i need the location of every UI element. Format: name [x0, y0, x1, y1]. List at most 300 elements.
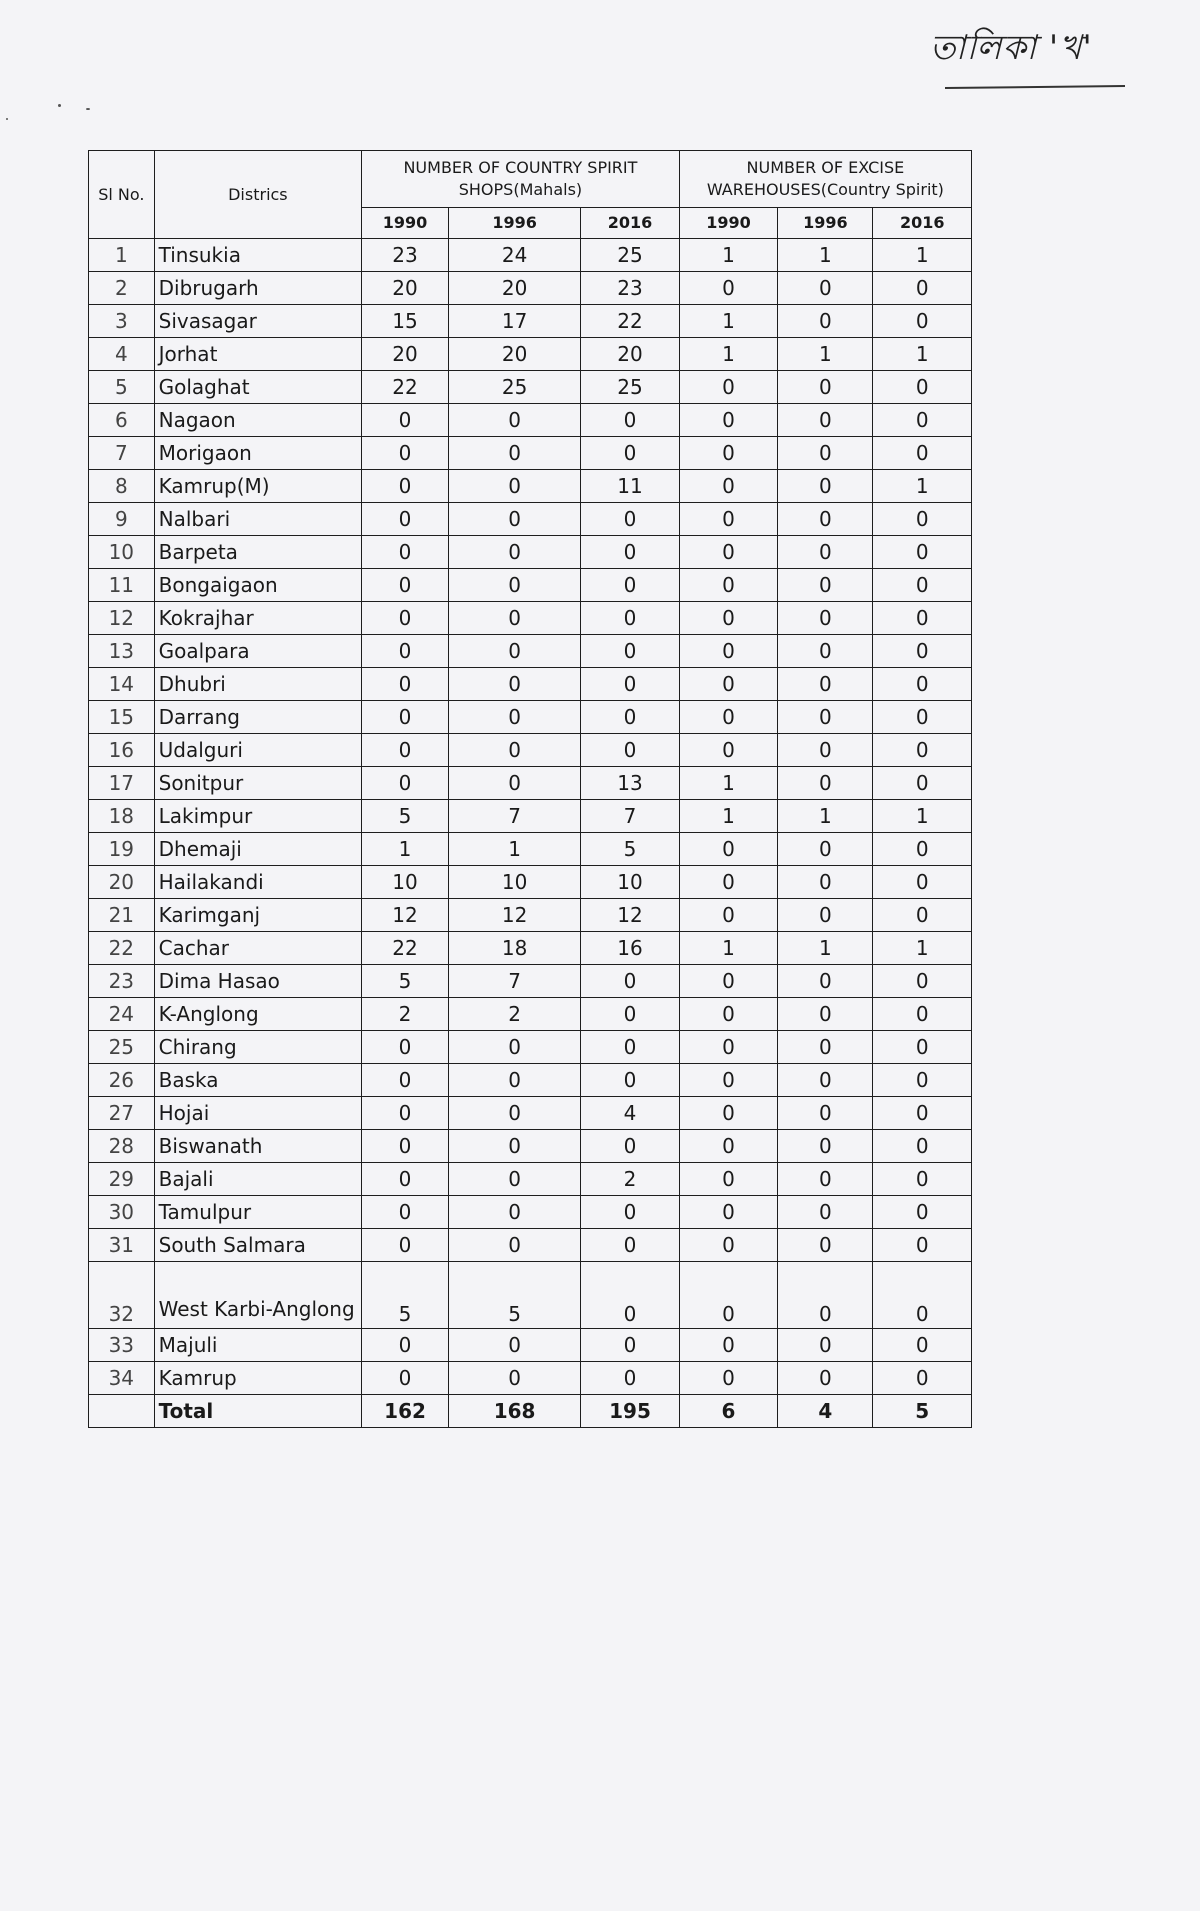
row-value: 0: [778, 1031, 873, 1064]
row-value: 0: [448, 602, 580, 635]
row-value: 0: [873, 602, 972, 635]
row-value: 1: [873, 800, 972, 833]
table-row: [89, 734, 972, 767]
row-value: 20: [362, 272, 449, 305]
row-value: 1: [362, 833, 449, 866]
row-value: 1: [778, 932, 873, 965]
row-value: 0: [679, 1196, 777, 1229]
table-row: [89, 899, 972, 932]
row-value: 0: [679, 1329, 777, 1362]
row-district: Barpeta: [154, 536, 362, 569]
row-value: 0: [679, 899, 777, 932]
row-value: 17: [448, 305, 580, 338]
row-value: 20: [448, 272, 580, 305]
row-value: 5: [362, 1262, 449, 1329]
row-value: 0: [873, 1362, 972, 1395]
total-row: [89, 1395, 972, 1428]
row-value: 13: [581, 767, 679, 800]
row-district: Goalpara: [154, 635, 362, 668]
row-district: Nalbari: [154, 503, 362, 536]
row-value: 0: [873, 998, 972, 1031]
row-sl-no: 7: [89, 437, 155, 470]
row-value: 1: [873, 239, 972, 272]
row-value: 0: [873, 1097, 972, 1130]
row-sl-no: 3: [89, 305, 155, 338]
row-value: 0: [581, 1329, 679, 1362]
row-value: 0: [679, 569, 777, 602]
row-value: 10: [448, 866, 580, 899]
row-value: 16: [581, 932, 679, 965]
row-value: 0: [778, 272, 873, 305]
row-value: 0: [873, 536, 972, 569]
row-value: 0: [679, 437, 777, 470]
row-value: 0: [873, 503, 972, 536]
row-value: 0: [448, 1329, 580, 1362]
row-district: Hojai: [154, 1097, 362, 1130]
table-row: [89, 1196, 972, 1229]
row-sl-no: 14: [89, 668, 155, 701]
row-value: 1: [679, 338, 777, 371]
row-value: 0: [362, 1163, 449, 1196]
table-row: [89, 569, 972, 602]
scan-speck: [86, 108, 90, 110]
row-value: 0: [448, 1031, 580, 1064]
row-value: 0: [778, 536, 873, 569]
row-value: 2: [581, 1163, 679, 1196]
table-row: [89, 503, 972, 536]
row-district: Nagaon: [154, 404, 362, 437]
row-value: 0: [362, 1196, 449, 1229]
row-value: 0: [778, 437, 873, 470]
row-value: 1: [448, 833, 580, 866]
table-row: [89, 1097, 972, 1130]
row-value: 0: [448, 1064, 580, 1097]
row-district: Kokrajhar: [154, 602, 362, 635]
row-district: Bajali: [154, 1163, 362, 1196]
table-row: [89, 833, 972, 866]
row-value: 0: [581, 1031, 679, 1064]
row-value: 0: [448, 1196, 580, 1229]
table-row: [89, 338, 972, 371]
row-value: 0: [873, 371, 972, 404]
row-value: 1: [873, 470, 972, 503]
row-value: 0: [581, 734, 679, 767]
row-value: 25: [581, 371, 679, 404]
row-district: Cachar: [154, 932, 362, 965]
table-row: [89, 1329, 972, 1362]
row-value: 0: [448, 1097, 580, 1130]
row-sl-no: 26: [89, 1064, 155, 1097]
row-sl-no: 30: [89, 1196, 155, 1229]
row-value: 7: [448, 965, 580, 998]
row-value: 25: [581, 239, 679, 272]
row-value: 0: [679, 1130, 777, 1163]
row-value: 0: [362, 1362, 449, 1395]
row-value: 20: [581, 338, 679, 371]
header-year: 1990: [362, 208, 449, 239]
table-row: [89, 866, 972, 899]
row-value: 22: [581, 305, 679, 338]
row-sl-no: 21: [89, 899, 155, 932]
row-sl-no: 20: [89, 866, 155, 899]
row-value: 5: [362, 800, 449, 833]
row-value: 0: [362, 1329, 449, 1362]
row-value: 0: [362, 569, 449, 602]
row-value: 0: [679, 404, 777, 437]
row-district: Morigaon: [154, 437, 362, 470]
row-value: 0: [873, 767, 972, 800]
row-value: 24: [448, 239, 580, 272]
row-value: 0: [581, 1064, 679, 1097]
row-sl-no: 32: [89, 1262, 155, 1329]
row-value: 0: [448, 1362, 580, 1395]
row-value: 0: [679, 1064, 777, 1097]
row-value: 0: [679, 1362, 777, 1395]
row-value: 0: [679, 503, 777, 536]
row-value: 0: [448, 1163, 580, 1196]
row-value: 0: [362, 668, 449, 701]
row-district: Tinsukia: [154, 239, 362, 272]
row-sl-no: 5: [89, 371, 155, 404]
row-value: 12: [362, 899, 449, 932]
row-sl-no: 16: [89, 734, 155, 767]
row-value: 0: [679, 998, 777, 1031]
row-value: 1: [873, 932, 972, 965]
row-value: 0: [778, 1130, 873, 1163]
table-row: [89, 1064, 972, 1097]
row-value: 0: [679, 371, 777, 404]
row-sl-no: 23: [89, 965, 155, 998]
row-value: 0: [873, 1163, 972, 1196]
row-value: 0: [679, 1262, 777, 1329]
header-year: 2016: [581, 208, 679, 239]
row-value: 0: [873, 866, 972, 899]
row-district: Dima Hasao: [154, 965, 362, 998]
row-value: 0: [362, 1031, 449, 1064]
table-row: [89, 800, 972, 833]
row-value: 15: [362, 305, 449, 338]
row-value: 23: [362, 239, 449, 272]
total-value: 168: [448, 1395, 580, 1428]
row-value: 0: [362, 503, 449, 536]
row-district: Chirang: [154, 1031, 362, 1064]
scan-speck: [6, 118, 8, 120]
row-district: Dhemaji: [154, 833, 362, 866]
row-value: 0: [679, 602, 777, 635]
row-value: 0: [362, 734, 449, 767]
row-sl-no: 34: [89, 1362, 155, 1395]
row-district: South Salmara: [154, 1229, 362, 1262]
table-row: [89, 371, 972, 404]
row-value: 0: [873, 569, 972, 602]
row-value: 0: [362, 470, 449, 503]
row-value: 1: [679, 767, 777, 800]
row-value: 0: [679, 668, 777, 701]
row-district: Golaghat: [154, 371, 362, 404]
row-district: Tamulpur: [154, 1196, 362, 1229]
row-sl-no: 24: [89, 998, 155, 1031]
row-value: 0: [448, 1130, 580, 1163]
row-value: 0: [778, 767, 873, 800]
header-year: 1996: [778, 208, 873, 239]
row-district: West Karbi-Anglong: [154, 1262, 362, 1329]
row-sl-no: 13: [89, 635, 155, 668]
row-value: 0: [679, 1163, 777, 1196]
row-value: 20: [362, 338, 449, 371]
row-value: 5: [362, 965, 449, 998]
row-value: 0: [362, 635, 449, 668]
table-row: [89, 1262, 972, 1329]
row-value: 0: [581, 998, 679, 1031]
row-value: 11: [581, 470, 679, 503]
row-value: 1: [679, 932, 777, 965]
row-value: 0: [679, 1097, 777, 1130]
row-value: 5: [448, 1262, 580, 1329]
row-value: 0: [778, 668, 873, 701]
table-row: [89, 965, 972, 998]
row-value: 0: [873, 734, 972, 767]
total-value: 5: [873, 1395, 972, 1428]
table-row: [89, 1362, 972, 1395]
row-value: 0: [448, 437, 580, 470]
row-district: Sonitpur: [154, 767, 362, 800]
row-value: 25: [448, 371, 580, 404]
row-district: Kamrup: [154, 1362, 362, 1395]
row-district: Dhubri: [154, 668, 362, 701]
row-district: Lakimpur: [154, 800, 362, 833]
row-district: Jorhat: [154, 338, 362, 371]
table-row: [89, 239, 972, 272]
row-value: 0: [448, 470, 580, 503]
row-value: 0: [679, 536, 777, 569]
table-row: [89, 998, 972, 1031]
row-sl-no: 4: [89, 338, 155, 371]
row-value: 0: [581, 1196, 679, 1229]
row-value: 0: [362, 404, 449, 437]
row-district: Sivasagar: [154, 305, 362, 338]
row-value: 0: [448, 404, 580, 437]
row-value: 0: [581, 404, 679, 437]
row-value: 0: [778, 1097, 873, 1130]
row-value: 0: [778, 866, 873, 899]
total-value: 6: [679, 1395, 777, 1428]
table-row: [89, 437, 972, 470]
row-value: 0: [778, 1329, 873, 1362]
row-value: 0: [778, 1362, 873, 1395]
row-value: 1: [679, 800, 777, 833]
row-value: 0: [362, 1064, 449, 1097]
row-value: 4: [581, 1097, 679, 1130]
row-value: 18: [448, 932, 580, 965]
row-district: Baska: [154, 1064, 362, 1097]
row-value: 0: [778, 635, 873, 668]
row-value: 0: [581, 1262, 679, 1329]
row-sl-no: 11: [89, 569, 155, 602]
row-value: 0: [581, 1229, 679, 1262]
total-value: 195: [581, 1395, 679, 1428]
handwritten-annotation: তালিকা 'খ': [930, 28, 1093, 68]
excise-table: [88, 150, 972, 1428]
row-sl-no: 28: [89, 1130, 155, 1163]
row-sl-no: 22: [89, 932, 155, 965]
row-value: 7: [448, 800, 580, 833]
row-value: 7: [581, 800, 679, 833]
row-value: 2: [448, 998, 580, 1031]
row-sl-no: 9: [89, 503, 155, 536]
row-value: 0: [778, 602, 873, 635]
total-value: 4: [778, 1395, 873, 1428]
row-value: 0: [873, 404, 972, 437]
row-value: 0: [778, 701, 873, 734]
row-value: 22: [362, 371, 449, 404]
row-value: 0: [581, 1362, 679, 1395]
row-value: 0: [448, 1229, 580, 1262]
row-value: 0: [581, 569, 679, 602]
row-value: 0: [873, 1229, 972, 1262]
header-year: 1990: [679, 208, 777, 239]
row-value: 20: [448, 338, 580, 371]
row-value: 0: [448, 635, 580, 668]
row-value: 0: [873, 437, 972, 470]
row-district: Majuli: [154, 1329, 362, 1362]
row-value: 0: [778, 305, 873, 338]
row-value: 0: [778, 1064, 873, 1097]
row-district: Bongaigaon: [154, 569, 362, 602]
row-value: 0: [778, 1196, 873, 1229]
row-value: 0: [679, 1229, 777, 1262]
row-value: 0: [873, 1329, 972, 1362]
table-row: [89, 1130, 972, 1163]
table-row: [89, 272, 972, 305]
row-sl-no: 18: [89, 800, 155, 833]
row-value: 1: [679, 305, 777, 338]
table-row: [89, 1031, 972, 1064]
row-value: 0: [362, 602, 449, 635]
row-district: Udalguri: [154, 734, 362, 767]
row-value: 0: [679, 470, 777, 503]
row-value: 0: [581, 1130, 679, 1163]
row-sl-no: 15: [89, 701, 155, 734]
row-value: 0: [679, 734, 777, 767]
row-value: 0: [778, 404, 873, 437]
row-value: 0: [581, 503, 679, 536]
row-value: 0: [679, 866, 777, 899]
row-value: 0: [778, 734, 873, 767]
row-sl-no: 19: [89, 833, 155, 866]
header-districts: Districs: [154, 151, 362, 239]
row-sl-no: 2: [89, 272, 155, 305]
row-value: 0: [679, 272, 777, 305]
row-value: 0: [778, 965, 873, 998]
row-sl-no: 6: [89, 404, 155, 437]
row-value: 0: [873, 965, 972, 998]
row-value: 0: [362, 1229, 449, 1262]
row-value: 0: [873, 1196, 972, 1229]
row-value: 0: [873, 1130, 972, 1163]
table-row: [89, 1229, 972, 1262]
row-value: 0: [873, 1262, 972, 1329]
header-row-group: [89, 151, 972, 208]
row-district: Darrang: [154, 701, 362, 734]
row-district: Kamrup(M): [154, 470, 362, 503]
table-row: [89, 668, 972, 701]
row-value: 1: [778, 338, 873, 371]
row-value: 10: [362, 866, 449, 899]
total-label: Total: [154, 1395, 362, 1428]
row-value: 0: [873, 668, 972, 701]
row-value: 0: [581, 668, 679, 701]
table-row: [89, 635, 972, 668]
row-district: Biswanath: [154, 1130, 362, 1163]
row-sl-no: 12: [89, 602, 155, 635]
row-value: 1: [778, 239, 873, 272]
row-sl-no: 8: [89, 470, 155, 503]
header-sl-no: Sl No.: [89, 151, 155, 239]
row-value: 0: [581, 965, 679, 998]
row-value: 0: [778, 503, 873, 536]
row-value: 0: [873, 635, 972, 668]
row-value: 0: [873, 1031, 972, 1064]
row-value: 12: [448, 899, 580, 932]
row-value: 5: [581, 833, 679, 866]
row-sl-no: 1: [89, 239, 155, 272]
row-value: 0: [581, 635, 679, 668]
row-value: 0: [448, 734, 580, 767]
row-sl-no: 10: [89, 536, 155, 569]
row-sl-no: 31: [89, 1229, 155, 1262]
row-value: 0: [362, 767, 449, 800]
row-value: 0: [679, 701, 777, 734]
row-value: 0: [362, 437, 449, 470]
row-value: 0: [778, 1163, 873, 1196]
row-value: 0: [679, 833, 777, 866]
table-row: [89, 536, 972, 569]
row-value: 1: [873, 338, 972, 371]
row-value: 0: [778, 998, 873, 1031]
total-sl-empty: [89, 1395, 155, 1428]
row-value: 0: [448, 668, 580, 701]
row-value: 0: [362, 701, 449, 734]
row-value: 0: [873, 272, 972, 305]
table-row: [89, 305, 972, 338]
row-value: 1: [778, 800, 873, 833]
row-value: 2: [362, 998, 449, 1031]
row-district: K-Anglong: [154, 998, 362, 1031]
table-row: [89, 1163, 972, 1196]
row-value: 0: [581, 701, 679, 734]
row-value: 0: [362, 1130, 449, 1163]
header-country-spirit-shops: NUMBER OF COUNTRY SPIRIT SHOPS(Mahals): [362, 151, 680, 208]
row-value: 0: [873, 305, 972, 338]
row-value: 0: [581, 536, 679, 569]
row-value: 12: [581, 899, 679, 932]
row-district: Dibrugarh: [154, 272, 362, 305]
row-sl-no: 17: [89, 767, 155, 800]
row-value: 0: [873, 701, 972, 734]
row-value: 0: [679, 1031, 777, 1064]
row-value: 0: [581, 602, 679, 635]
row-value: 0: [778, 1262, 873, 1329]
row-value: 0: [778, 899, 873, 932]
row-value: 0: [778, 569, 873, 602]
row-value: 0: [448, 503, 580, 536]
row-value: 0: [448, 569, 580, 602]
row-value: 0: [581, 437, 679, 470]
row-sl-no: 27: [89, 1097, 155, 1130]
row-sl-no: 33: [89, 1329, 155, 1362]
row-sl-no: 25: [89, 1031, 155, 1064]
table-row: [89, 470, 972, 503]
